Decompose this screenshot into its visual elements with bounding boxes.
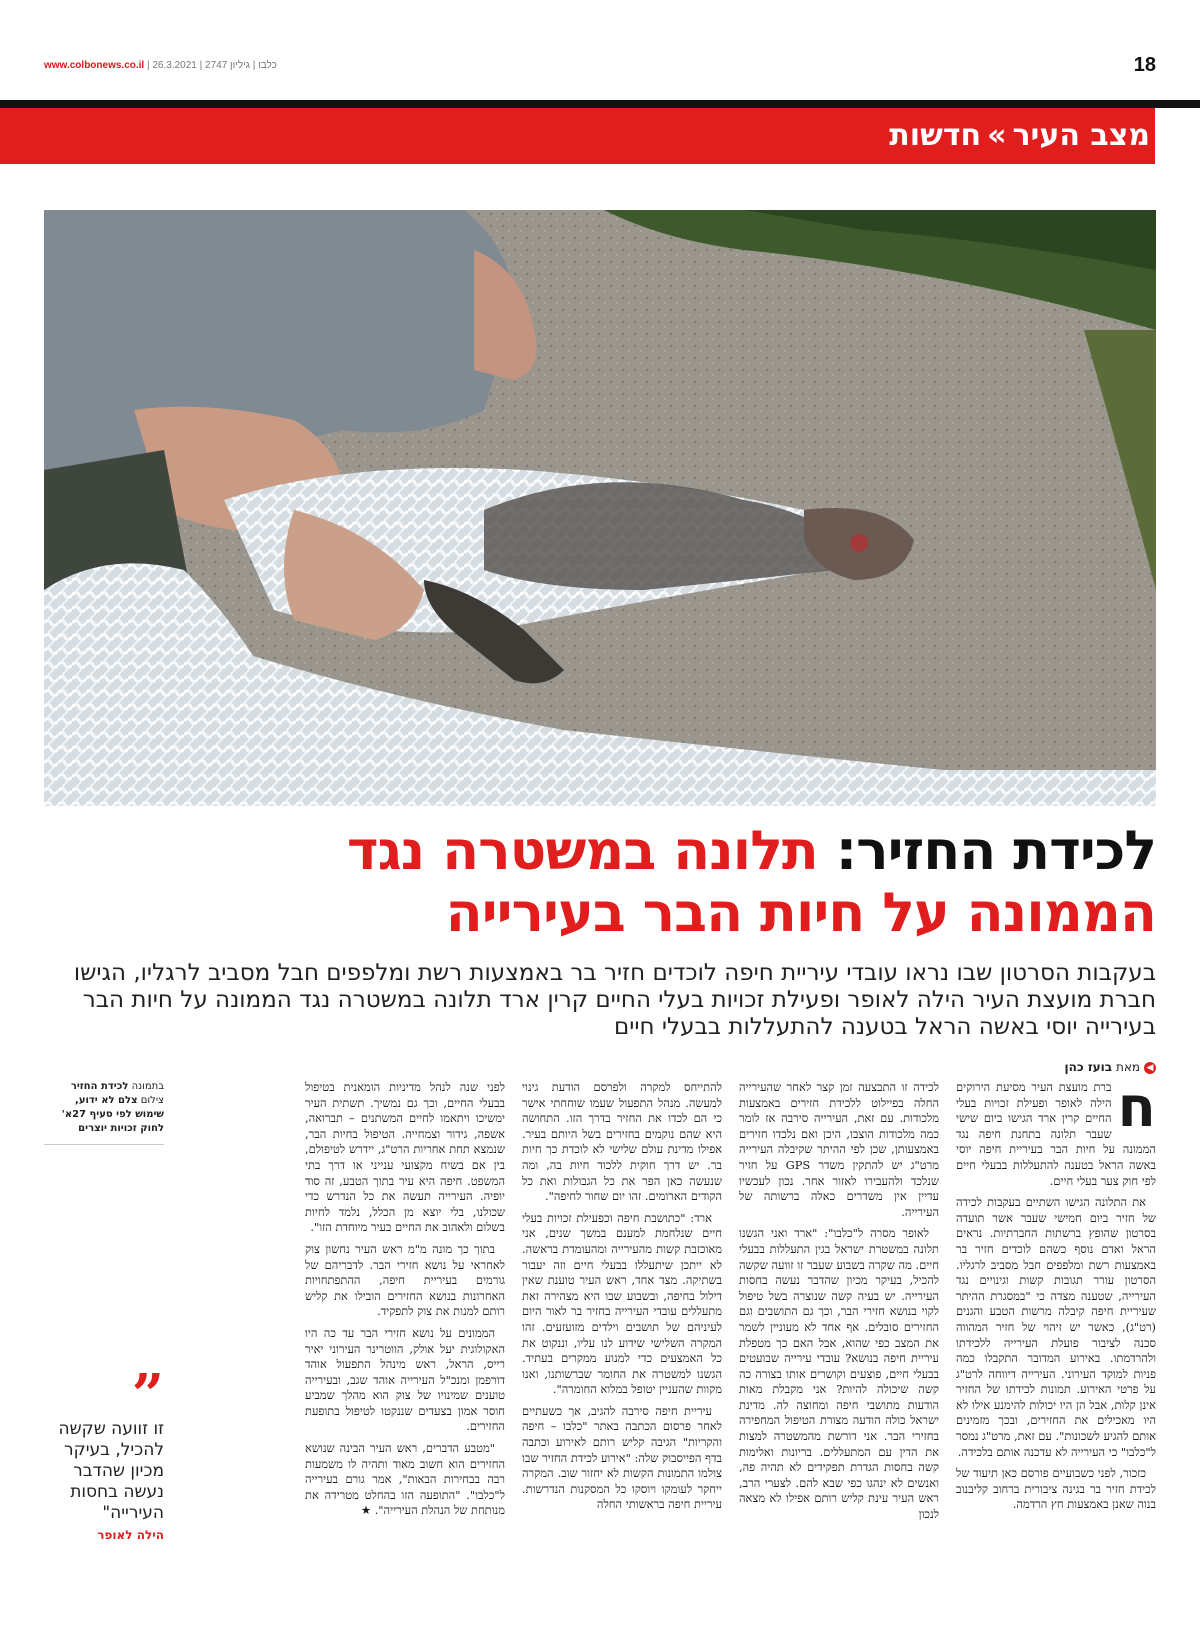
page-header	[44, 54, 1156, 80]
lead-photo	[44, 210, 1156, 806]
photo-caption	[44, 1080, 164, 1145]
article-column-1	[956, 1080, 1156, 1620]
publication-meta	[44, 60, 277, 71]
paragraph: לפני שנה לנהל מדיניות הומאנית בטיפול בבעלי החיים, וכך גם נמשיך. תשתית העיר ימשיכו ויתאמו לחיים המשתנים – תברואה, אשפה, גידור וצמחייה. הטיפול בחיות הבר, שנמצא תחת אחריות הרט"ג, יידרש לטיפולם, בין אם בשיח מקצועי ענייני או דרך בתי המשפט. חיפה היא עיר בתוך הטבע, זה סוד יופיה. העירייה תעשה את כל הנדרש כדי שכולנו, בלי יוצא מן הכלל, נלמד לחיות בשלום ולאהוב את החיים בעיר מיוחדת הזו".	[305, 1080, 505, 1235]
section-arrow-icon: »	[987, 118, 1007, 153]
article-column-2	[739, 1080, 939, 1620]
section-title	[889, 118, 1150, 153]
caption-credit: צלם לא ידוע, שימוש לפי סעיף 27א' לחוק זכויות יוצרים	[61, 1095, 164, 1134]
paragraph: בתוך כך מונה מ"מ ראש העיר נחשון צוק לאחראי על נושא חזירי הבר. לדבריהם של גורמים בעיריית חיפה, ההתפתחויות האחרונות בנושא החזירים הובילו את קליש רותם למנות את צוק לתפקיד.	[305, 1241, 505, 1319]
paragraph: ארד: "כתושבת חיפה וכפעילת זכויות בעלי חיים שנלחמת למענם במשך שנים, אני מאוכזבת קשות מהעירייה ומהעומדת בראשה. לא ייתכן שיתעללו בבעלי חיים וזה יעבור בשתיקה. מצד אחד, ראש העיר טוענת שאין דילול בחיפה, ובשבוע שבו היא מצהירה זאת מתעללים עובדי העירייה בחזיר בר לאור היום לעיניהם של תושבים וילדים מזועזעים. זהו המקרה השלישי שידוע לנו עליו, וננקוט את כל האמצעים כדי למנוע ממקרים בעתיד. הגשנו למשטרה את החומר שברשותנו, ואנו מקוות שהעניין יטופל במלוא החומרה".	[522, 1210, 722, 1397]
section-name: מצב העיר	[1012, 118, 1150, 153]
pull-quote-text: זו זוועה שקשה להכיל, בעיקר מכיון שהדבר נעשה בחסות העירייה"	[58, 1419, 164, 1523]
paragraph: להתייחס למקרה ולפרסם הודעת גינוי למעשה. מנהל התפעול שעמו שוחחתי אישר כי הם לכדו את החזיר בדרך הזו. התחושה היא שהם נוקמים בחזירים בשל היותם בעיר. אפילו מדינת עולם שלישי לא לוכדת כך חיות בר. יש דרך חוקית ללכוד חיות בה, ומה שנעשה כאן הפר את כל הגבולות ואת כל הקודים הארומים. זהו יום שחור לחיפה".	[522, 1080, 722, 1204]
section-subtitle: חדשות	[889, 118, 982, 153]
paragraph: את התלונה הגישו השתיים בעקבות לכידה של חזיר ביום חמישי שעבר אשר תועדה בסרטון שהופץ ברשתות החברתיות. נראים הראל ואדם נוסף כשהם לוכדים חזיר בר באמצעות רשת ומלפפים חבל מסביב לרגליו. הסרטון עורר תגובות קשות וגינויים נגד העירייה, שטענה מצדה כי "במסגרת ההיתר שעיריית חיפה קיבלה מרשות הטבע והגנים (רט"ג), כאשר יש זיהוי של חזיר המהווה סכנה לציבור פועלת העירייה ללכידתו ולהרדמתו. באירוע המדובר התקבלו כמה פניות למוקד העירוני. העירייה דיווחה לרט"ג על פרטי האירוע. תמונות לכידתו של החזיר אינן קלות, אבל הן היו יכולות להימנע אילו לא היו מאכילים את החזירים, ובכך מזמינים אותם להגיע לשכונות". עם זאת, מרט"ג נמסר ל"כלבו" כי העירייה לא עדכנה אותם בלכידה.	[956, 1195, 1156, 1459]
article-subhead: בעקבות הסרטון שבו נראו עובדי עיריית חיפה לוכדים חזיר בר באמצעות רשת ומלפפים חבל מסביב לרגליו, הגישו חברת מועצת העיר הילה לאופר ופעילת זכויות בעלי החיים קרין ארד תלונה במשטרה נגד הממונה על חיות הבר בעירייה יוסי באשה הראל בטענה להתעללות בבעלי חיים	[73, 960, 1156, 1040]
pull-quote	[44, 1362, 164, 1542]
pull-quote-author: הילה לאופר	[97, 1528, 164, 1542]
page-number: 18	[1133, 54, 1156, 76]
byline-arrow-icon: ◀	[1144, 1062, 1156, 1074]
paragraph: "מטבע הדברים, ראש העיר הבינה שנושא החזירים הוא חשוב מאוד ותהיה לו משמעות רבה בבחירות הבאות", אמר גורם בעירייה ל"כלבו". "התופעה הזו בהחלט מטרידה את מנותחת של הנהלת העירייה". ★	[305, 1441, 505, 1518]
headline-line-2: הממונה על חיות הבר בעירייה	[445, 881, 1156, 944]
caption-text: לכידת החזיר	[70, 1081, 129, 1092]
caption-label: בתמונה	[131, 1081, 164, 1092]
article-column-3	[522, 1080, 722, 1620]
paragraph: לכידה זו התבצעה זמן קצר לאחר שהעירייה החלה בפיילוט ללכידת חזירים באמצעות מלכודות. עם זאת, העירייה סירבה אז לומר כמה מלכודות הוצבו, היכן ואם נלכדו חזירים באמצעותן, שכן לפי ההיתר שקיבלה העירייה מרט"ג יש להתקין משדר GPS על חזיר שנלכד ולהעבירו לאזור אחר. נכון לעכשיו עדיין אין משדרים כאלה ברשותה של העירייה.	[739, 1080, 939, 1219]
byline-prefix: מאת	[1115, 1060, 1140, 1074]
paragraph: הממונים על נושא חזירי הבר עד כה היו האקולוגית יעל אולק, הווטרינר העירוני יאיר רייס, הראל, ראש מינהל התפעול אוהד דורפמן ומנכ"ל העירייה אוהד שגב, ובעירייה טוענים שמינויו של צוק הוא מהלך שמביע חוסר אמון בצעדים שננקטו לטיפול בתופעת החזירים.	[305, 1325, 505, 1434]
paragraph: כזכור, לפני כשבועיים פורסם כאן תיעוד של לכידת חזיר בר בגינה ציבורית ברחוב קליבנוב בנוה שאנן באמצעות חץ הרדמה.	[956, 1466, 1156, 1512]
credit-prefix: צילום	[140, 1095, 164, 1106]
paragraph: לאופר מסרה ל"כלבו": "ארד ואני הגשנו תלונה במשטרת ישראל בגין התעללות בבעלי חיים. מה שקרה בשבוע שעבר זו זוועה שקשה להכיל, בעיקר מכיון שהדבר נעשה בחסות העירייה. יש בעיה קשה שנוצרה בשל טיפול לקוי בנושא חזירי הבר, וכך גם התושבים וגם החזירים סובלים. אף אחד לא מעוניין לשמר את המצב כפי שהוא, אבל האם כך מטפלת עיריית חיפה בנושא? עובדי עירייה שבועטים בבעלי חיים, פוצעים וקושרים אותו בצורה כה קשה שיכולה להיות? אני מקבלת מאות הודעות מתושבי חיפה ומחוצה לה. מדינת ישראל כולה הודעה מצורת הטיפול המחפירה בחזירי הבר. אני דורשת מהמשטרה למצות את הדין עם המתעללים. בריונות ואלימות קשה בחסות הגדרת תפקידים לא תהיה פה, ואנשים לא ינהגו כפי שבא להם. לצערי הרב, ראש העיר עינת קליש רותם אפילו לא מצאה לנכון	[739, 1226, 939, 1522]
drop-cap: ח	[1117, 1080, 1156, 1140]
headline-line-1	[44, 820, 1156, 882]
headline-red: תלונה במשטרה נגד	[346, 819, 818, 882]
byline-author: בועז כהן	[1064, 1060, 1113, 1074]
article-headline	[44, 820, 1156, 944]
header-black-rule	[0, 100, 1200, 108]
issue-info: | כלבו | גיליון 2747 | 26.3.2021	[144, 60, 277, 71]
article-column-4	[305, 1080, 505, 1620]
photo-caption-box	[44, 1080, 164, 1145]
paragraph: עיריית חיפה סירבה להגיב, אך כשעתיים לאחר פרסום הכתבה באתר "כלבו – חיפה והקריות" הגיבה קליש רותם לאירוע וכתבה בדף הפייסבוק שלה: "אירוע לכידת החזיר שבו צולמו התמונות הקשות לא יחזור שוב. המקרה ייחקר לעומקו ויוסקו כל המסקנות הנדרשות. עיריית חיפה בראשותי החלה	[522, 1403, 722, 1512]
site-url[interactable]: www.colbonews.co.il	[44, 60, 145, 71]
quote-mark-icon: ”	[131, 1362, 164, 1428]
byline	[1065, 1060, 1156, 1074]
headline-lead: לכידת החזיר:	[835, 819, 1156, 882]
paragraph: ח ברת מועצת העיר מסיעת הירוקים הילה לאופר ופעילת זכויות בעלי החיים קרין ארד הגישו ביום שישי שעבר תלונה בתחנת חיפה נגד הממונה על חיות הבר בעיריית חיפה יוסי באשה הראל בטענה להתעללות בבעלי חיים לפי חוק צער בעלי חיים.	[956, 1080, 1156, 1188]
